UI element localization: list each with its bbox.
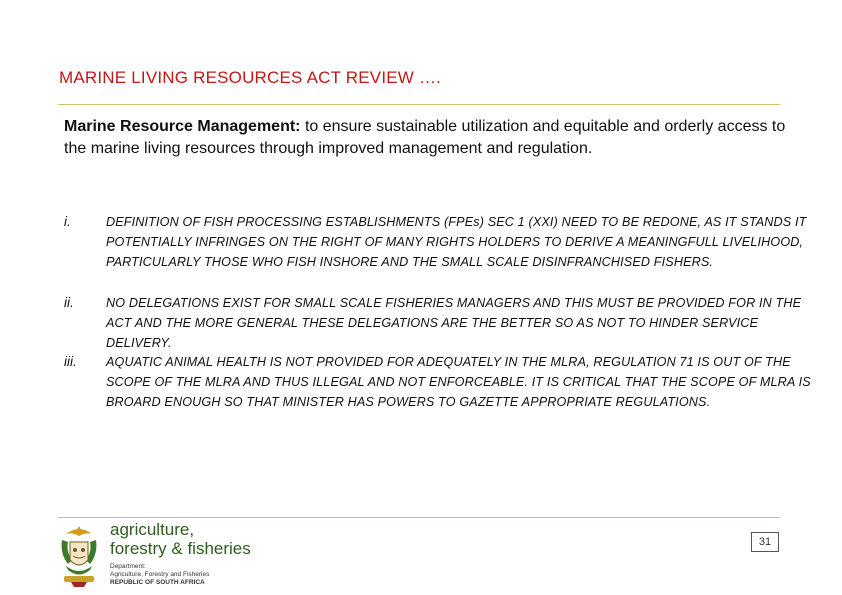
brand-line-forestry-fisheries: forestry & fisheries xyxy=(110,539,251,558)
country-name: REPUBLIC OF SOUTH AFRICA xyxy=(110,579,205,586)
list-item-text: DEFINITION OF FISH PROCESSING ESTABLISHMENTS (FPEs) SEC 1 (XXI) NEED TO BE REDONE, AS IT STANDS IT POTENTIALLY INFRINGES ON THE RIGHT OF MANY RIGHTS HOLDERS TO DERIVE A MEANINGFULL LIVELIHOOD, PARTICULARLY THOSE WHO FISH INSHORE AND THE SMALL SCALE DISINFRANCHISED FISHERS. xyxy=(106,215,807,269)
list-item-text: NO DELEGATIONS EXIST FOR SMALL SCALE FISHERIES MANAGERS AND THIS MUST BE PROVIDED FOR IN THE ACT AND THE MORE GENERAL THESE DELEGATIONS ARE THE BETTER SO AS NOT TO HINDER SERVICE DELIVERY. xyxy=(106,296,802,350)
page-number: 31 xyxy=(751,532,779,552)
bottom-divider xyxy=(58,517,780,518)
intro-paragraph xyxy=(64,116,794,160)
intro-text: to ensure sustainable utilization and equitable and orderly access to the marine living resources through improved management and regulation. xyxy=(64,118,786,157)
coat-of-arms-icon xyxy=(56,524,102,588)
brand-line-agriculture: agriculture, xyxy=(110,520,195,539)
department-label: Department: xyxy=(110,563,146,570)
department-name: Agriculture, Forestry and Fisheries xyxy=(110,571,210,578)
top-divider xyxy=(58,104,780,105)
list-item-text: AQUATIC ANIMAL HEALTH IS NOT PROVIDED FOR ADEQUATELY IN THE MLRA, REGULATION 71 IS OUT OF THE SCOPE OF THE MLRA AND THUS ILLEGAL AND NOT ENFORCEABLE. IT IS CRITICAL THAT THE SCOPE OF MLRA IS BROARD ENOUGH SO THAT MINISTER HAS POWERS TO GAZETTE APPROPRIATE REGULATIONS. xyxy=(106,355,811,409)
department-branding xyxy=(110,520,251,587)
list-numeral: iii. xyxy=(64,354,77,369)
intro-heading: Marine Resource Management: xyxy=(64,118,301,135)
slide-title: MARINE LIVING RESOURCES ACT REVIEW …. xyxy=(59,68,442,87)
list-numeral: ii. xyxy=(64,295,74,310)
list-numeral: i. xyxy=(64,214,71,229)
